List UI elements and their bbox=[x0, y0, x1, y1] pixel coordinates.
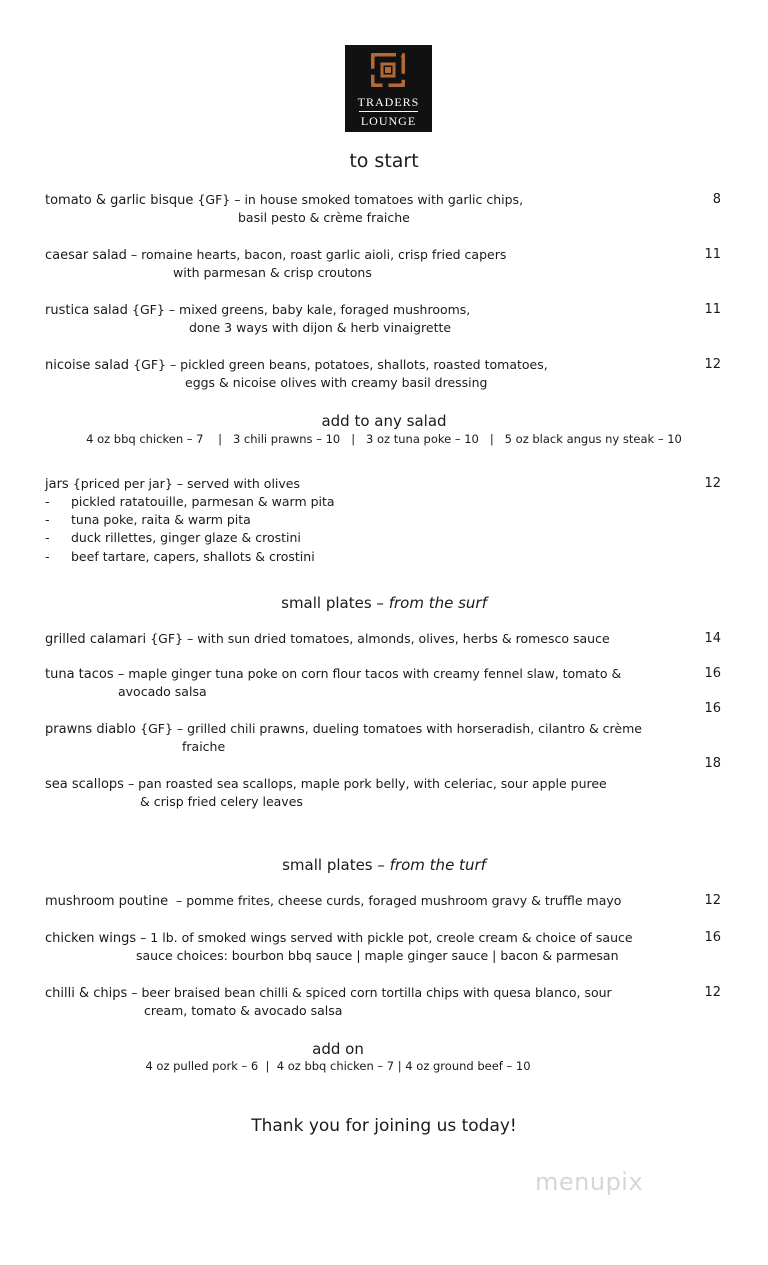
menu-item-chilli-chips bbox=[45, 985, 612, 1001]
add-on-heading: add on bbox=[312, 1040, 364, 1058]
item-description-line-2: fraiche bbox=[182, 739, 226, 754]
item-description: – in house smoked tomatoes with garlic chips, bbox=[230, 192, 524, 207]
traders-lounge-logo-icon bbox=[371, 53, 405, 87]
menu-item-jars bbox=[45, 476, 300, 492]
add-to-salad-options: 4 oz bbq chicken – 7 | 3 chili prawns – 10 | 3 oz tuna poke – 10 | 5 oz black angus ny steak – 10 bbox=[86, 432, 682, 446]
item-name: mushroom poutine bbox=[45, 894, 169, 909]
thank-you-message: Thank you for joining us today! bbox=[251, 1116, 517, 1136]
section-heading-to-start: to start bbox=[349, 150, 419, 172]
item-description: – with sun dried tomatoes, almonds, olives, herbs & romesco sauce bbox=[183, 631, 610, 646]
add-to-salad-heading: add to any salad bbox=[321, 412, 447, 430]
section-heading-separator: – bbox=[372, 856, 390, 874]
item-price: 16 bbox=[704, 701, 721, 716]
item-name: sea scallops bbox=[45, 777, 124, 792]
section-heading-surf bbox=[0, 594, 768, 612]
section-heading-main: small plates bbox=[282, 856, 373, 874]
item-description-line-2: done 3 ways with dijon & herb vinaigrette bbox=[189, 320, 452, 335]
item-name: chilli & chips bbox=[45, 986, 128, 1001]
item-price: 16 bbox=[704, 930, 721, 945]
item-description-line-2: cream, tomato & avocado salsa bbox=[144, 1003, 343, 1018]
item-description: – beer braised bean chilli & spiced corn tortilla chips with quesa blanco, sour bbox=[127, 985, 612, 1000]
item-name: tomato & garlic bisque bbox=[45, 193, 194, 208]
section-heading-turf bbox=[0, 856, 768, 874]
menu-item-caesar-salad bbox=[45, 247, 506, 263]
jar-option: duck rillettes, ginger glaze & crostini bbox=[71, 530, 301, 545]
menu-item-grilled-calamari bbox=[45, 631, 610, 647]
add-on-options: 4 oz pulled pork – 6 | 4 oz bbq chicken – 7 | 4 oz ground beef – 10 bbox=[145, 1059, 531, 1073]
logo-line-2: LOUNGE bbox=[360, 114, 417, 128]
item-price: 12 bbox=[704, 985, 721, 1000]
item-description-line-2: avocado salsa bbox=[118, 684, 207, 699]
logo-line-1: TRADERS bbox=[357, 95, 420, 109]
item-tag: {GF} bbox=[132, 302, 165, 317]
menu-item-nicoise-salad bbox=[45, 357, 548, 373]
item-name: tuna tacos – bbox=[45, 667, 125, 682]
item-price: 12 bbox=[704, 893, 721, 908]
jar-option: tuna poke, raita & warm pita bbox=[71, 512, 251, 527]
section-heading-main: small plates bbox=[281, 594, 372, 612]
item-description: – pomme frites, cheese curds, foraged mushroom gravy & truffle mayo bbox=[168, 893, 622, 908]
jar-option: pickled ratatouille, parmesan & warm pita bbox=[71, 494, 335, 509]
menu-item-sea-scallops bbox=[45, 776, 607, 792]
item-name: prawns diablo bbox=[45, 722, 136, 737]
item-tag: {GF} bbox=[197, 192, 231, 207]
menu-item-tuna-tacos bbox=[45, 666, 621, 682]
menu-item-mushroom-poutine bbox=[45, 893, 621, 909]
item-name: chicken wings bbox=[45, 931, 137, 946]
item-name: grilled calamari bbox=[45, 632, 147, 647]
menupix-watermark: menupix bbox=[535, 1168, 644, 1196]
item-description-line-2: eggs & nicoise olives with creamy basil dressing bbox=[185, 375, 488, 390]
item-description: – pickled green beans, potatoes, shallots, roasted tomatoes, bbox=[165, 357, 548, 372]
item-description: – grilled chili prawns, dueling tomatoes with horseradish, cilantro & crème bbox=[172, 721, 642, 736]
jar-option-dash: - bbox=[45, 530, 50, 545]
traders-lounge-logo bbox=[345, 45, 432, 132]
item-name: rustica salad bbox=[45, 303, 128, 318]
menu-item-rustica-salad bbox=[45, 302, 470, 318]
item-description-line-2: & crisp fried celery leaves bbox=[140, 794, 303, 809]
jar-option: beef tartare, capers, shallots & crostini bbox=[71, 549, 315, 564]
logo-divider bbox=[359, 111, 418, 112]
item-tag: {priced per jar} bbox=[72, 476, 173, 491]
item-price: 11 bbox=[704, 302, 721, 317]
item-description: – romaine hearts, bacon, roast garlic aioli, crisp fried capers bbox=[126, 247, 507, 262]
item-description: – served with olives bbox=[172, 476, 301, 491]
item-tag: {GF} bbox=[140, 721, 173, 736]
item-name: caesar salad bbox=[45, 248, 127, 263]
jar-option-dash: - bbox=[45, 549, 50, 564]
item-description: – pan roasted sea scallops, maple pork belly, with celeriac, sour apple puree bbox=[123, 776, 607, 791]
section-heading-sub: from the surf bbox=[388, 594, 487, 612]
item-price: 12 bbox=[704, 476, 721, 491]
item-price: 16 bbox=[704, 666, 721, 681]
item-price: 12 bbox=[704, 357, 721, 372]
section-heading-separator: – bbox=[371, 594, 389, 612]
jar-option-dash: - bbox=[45, 494, 50, 509]
item-price: 18 bbox=[704, 756, 721, 771]
menu-item-tomato-bisque bbox=[45, 192, 523, 208]
section-heading-sub: from the turf bbox=[389, 856, 486, 874]
item-description-line-2: basil pesto & crème fraiche bbox=[238, 210, 410, 225]
item-description: – 1 lb. of smoked wings served with pickle pot, creole cream & choice of sauce bbox=[136, 930, 633, 945]
item-description: maple ginger tuna poke on corn flour tacos with creamy fennel slaw, tomato & bbox=[124, 666, 622, 681]
menu-item-chicken-wings bbox=[45, 930, 633, 946]
item-price: 14 bbox=[704, 631, 721, 646]
item-tag: {GF} bbox=[150, 631, 184, 646]
item-description: – mixed greens, baby kale, foraged mushrooms, bbox=[164, 302, 471, 317]
item-price: 8 bbox=[712, 192, 721, 207]
item-name: nicoise salad bbox=[45, 358, 130, 373]
item-price: 11 bbox=[704, 247, 721, 262]
menu-item-prawns-diablo bbox=[45, 721, 642, 737]
item-tag: {GF} bbox=[133, 357, 166, 372]
item-description-line-2: with parmesan & crisp croutons bbox=[173, 265, 372, 280]
item-description-line-2: sauce choices: bourbon bbq sauce | maple ginger sauce | bacon & parmesan bbox=[136, 948, 619, 963]
jar-option-dash: - bbox=[45, 512, 50, 527]
item-name: jars bbox=[45, 477, 69, 492]
